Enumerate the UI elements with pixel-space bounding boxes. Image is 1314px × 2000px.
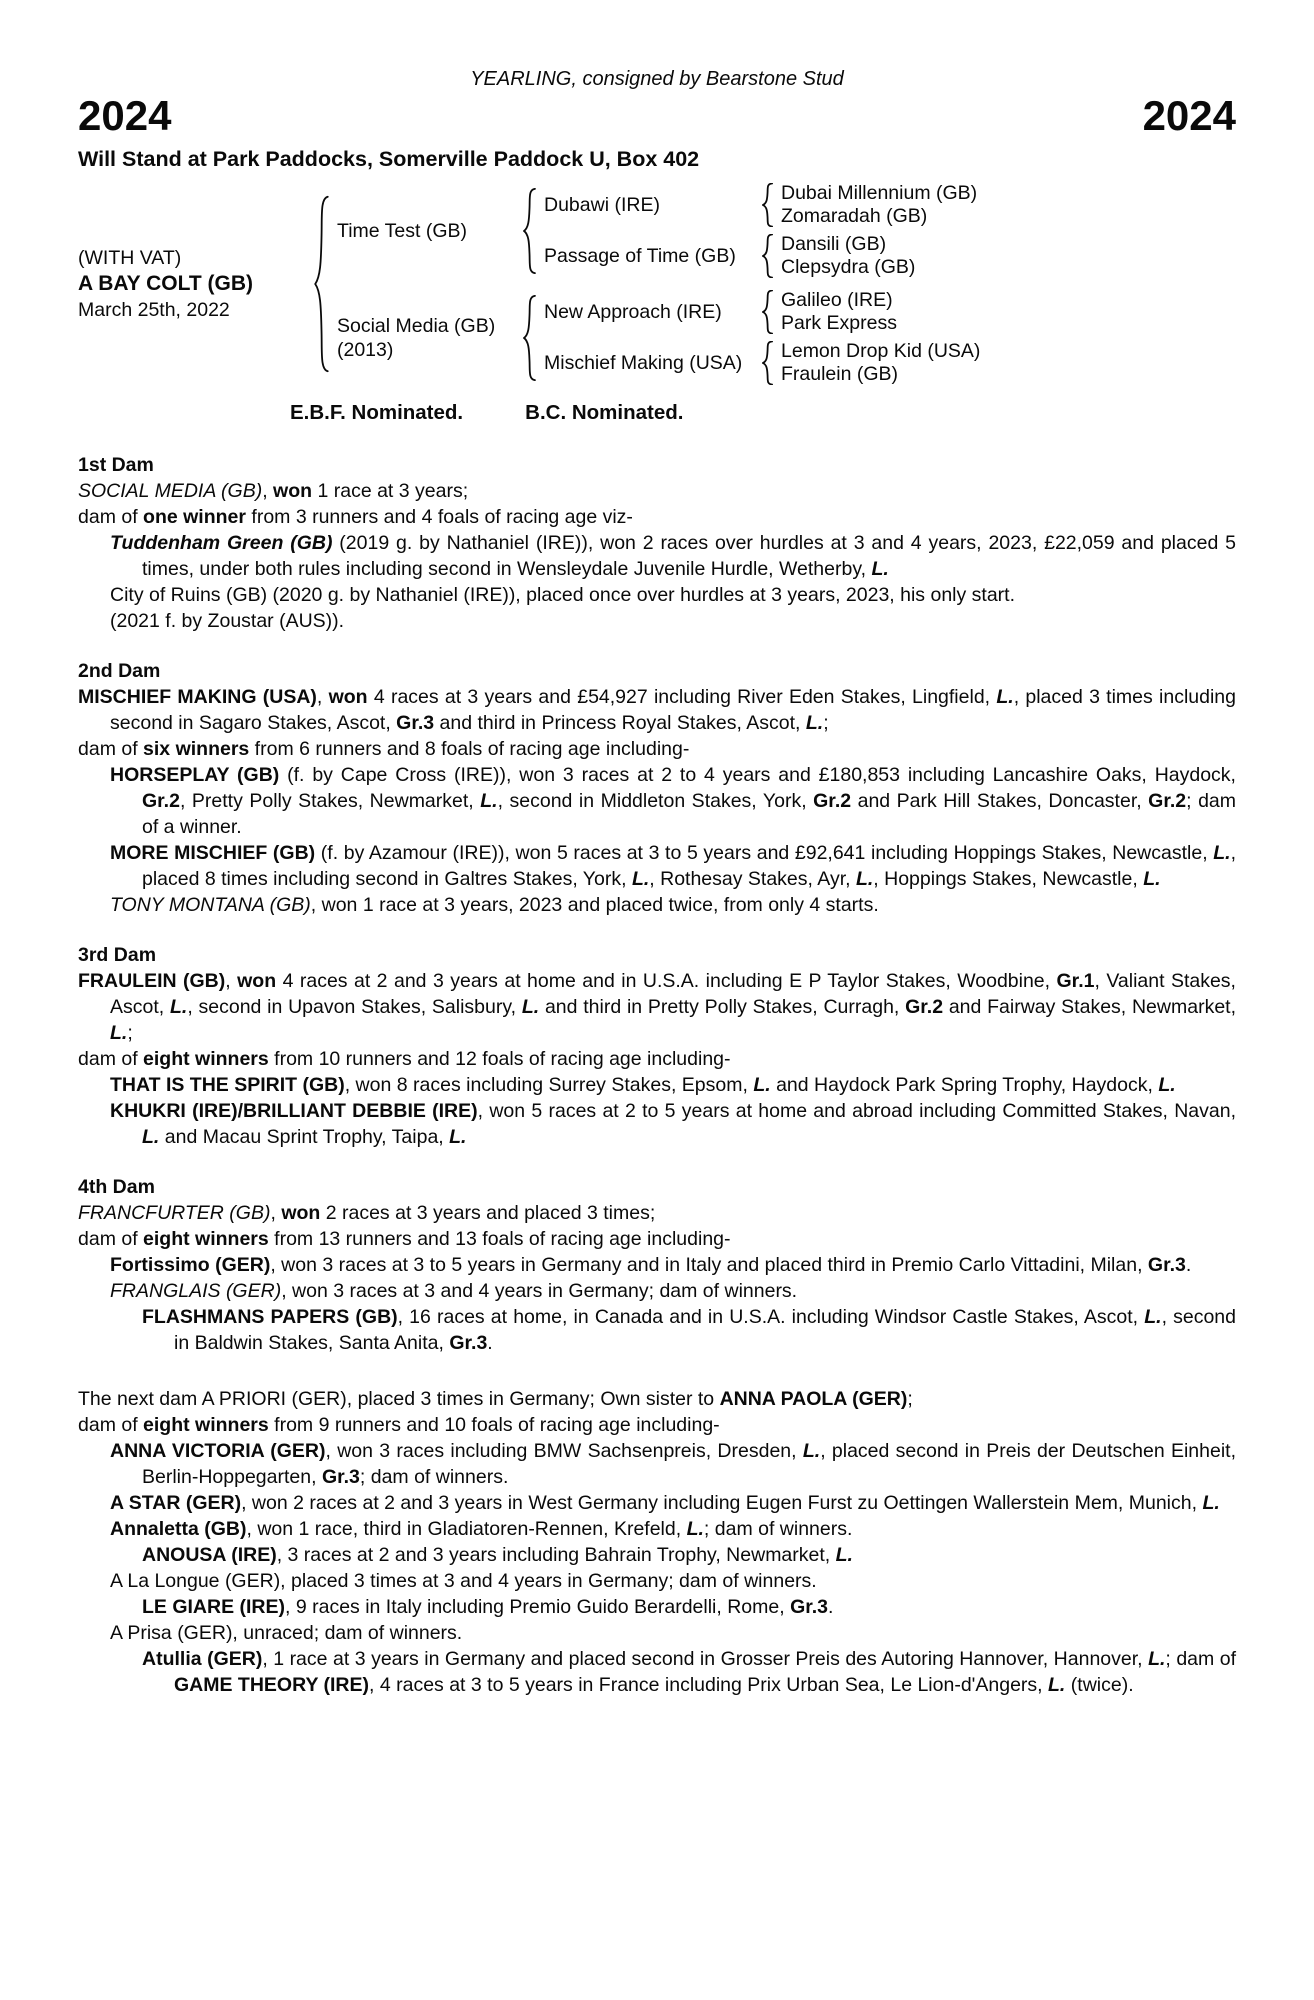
great-grandsire: Galileo (IRE) [781, 289, 893, 311]
pedigree-brace-main [314, 195, 329, 373]
section-4th-dam [78, 1174, 1236, 1356]
dam-name [337, 314, 523, 362]
sire-dam-name: Passage of Time (GB) [544, 244, 736, 267]
dam-name-text: Social Media (GB) [337, 314, 496, 337]
dam-sire-name: New Approach (IRE) [544, 300, 722, 323]
sire-sire-name: Dubawi (IRE) [544, 193, 660, 216]
pedigree-paragraph: ANOUSA (IRE), 3 races at 2 and 3 years including Bahrain Trophy, Newmarket, L. [142, 1544, 853, 1566]
pedigree-paragraph: MISCHIEF MAKING (USA), won 4 races at 3 years and £54,927 including River Eden Stakes, Lingfield, L., placed 3 times including second in Sagaro Stakes, Ascot, Gr.3 and third in Princess Royal Stakes, Ascot, L.; [78, 686, 1236, 734]
bc-nomination: B.C. Nominated. [525, 401, 684, 424]
dam-section-heading: 4th Dam [78, 1176, 155, 1198]
pedigree-paragraph: The next dam A PRIORI (GER), placed 3 times in Germany; Own sister to ANNA PAOLA (GER); [78, 1388, 913, 1410]
pedigree-paragraph: City of Ruins (GB) (2020 g. by Nathaniel (IRE)), placed once over hurdles at 3 years, 2023, his only start. [110, 584, 1016, 606]
foal-date: March 25th, 2022 [78, 299, 230, 321]
section-3rd-dam [78, 942, 1236, 1150]
year-right: 2024 [1142, 92, 1236, 139]
pedigree-paragraph: Tuddenham Green (GB) (2019 g. by Nathaniel (IRE)), won 2 races over hurdles at 3 and 4 years, 2023, £22,059 and placed 5 times, under both rules including second in Wensleydale Juvenile Hurdle, Wetherby, L. [110, 532, 1236, 580]
pedigree-paragraph: KHUKRI (IRE)/BRILLIANT DEBBIE (IRE), won 5 races at 2 to 5 years at home and abroad including Committed Stakes, Navan, L. and Macau Sprint Trophy, Taipa, L. [110, 1100, 1236, 1148]
great-granddam: Zomaradah (GB) [781, 205, 928, 227]
sire-name [337, 219, 523, 243]
pedigree-brace-small [762, 341, 773, 385]
pedigree-paragraph: Annaletta (GB), won 1 race, third in Gladiatoren-Rennen, Krefeld, L.; dam of winners. [110, 1518, 853, 1540]
vat-note: (WITH VAT) [78, 247, 182, 269]
great-grandsire: Dansili (GB) [781, 233, 887, 255]
pedigree-subject [78, 245, 314, 323]
pedigree-paragraph: A Prisa (GER), unraced; dam of winners. [110, 1622, 463, 1644]
pedigree-paragraph: FRANGLAIS (GER), won 3 races at 3 and 4 years in Germany; dam of winners. [110, 1280, 798, 1302]
pedigree-brace-small [762, 183, 773, 227]
pedigree-paragraph: dam of six winners from 6 runners and 8 foals of racing age including- [78, 738, 690, 760]
great-granddam: Clepsydra (GB) [781, 256, 916, 278]
great-granddam: Park Express [781, 312, 897, 334]
stand-location-line: Will Stand at Park Paddocks, Somerville Paddock U, Box 402 [78, 147, 700, 171]
dam-branch [337, 289, 980, 386]
dam-year-text: (2013) [337, 338, 394, 361]
great-grandsire: Lemon Drop Kid (USA) [781, 340, 981, 362]
pedigree-paragraph: LE GIARE (IRE), 9 races in Italy including Premio Guido Berardelli, Rome, Gr.3. [142, 1596, 834, 1618]
ebf-nomination: E.B.F. Nominated. [290, 401, 464, 424]
nominations-line [290, 400, 1236, 426]
dam-sire-branch [544, 289, 980, 335]
dam-dam-branch [544, 340, 980, 386]
sire-sire-branch [544, 182, 977, 228]
pedigree-paragraph: FRAULEIN (GB), won 4 races at 2 and 3 years at home and in U.S.A. including E P Taylor Stakes, Woodbine, Gr.1, Valiant Stakes, Ascot, L., second in Upavon Stakes, Salisbury, L. and third in Pretty Polly Stakes, Curragh, Gr.2 and Fairway Stakes, Newmarket, L.; [78, 970, 1236, 1044]
pedigree-brace-small [762, 234, 773, 278]
pedigree-paragraph: dam of eight winners from 9 runners and 10 foals of racing age including- [78, 1414, 720, 1436]
pedigree-paragraph: HORSEPLAY (GB) (f. by Cape Cross (IRE)), won 3 races at 2 to 4 years and £180,853 including Lancashire Oaks, Haydock, Gr.2, Pretty Polly Stakes, Newmarket, L., second in Middleton Stakes, York, Gr.2 and Park Hill Stakes, Doncaster, Gr.2; dam of a winner. [110, 764, 1236, 838]
pedigree-paragraph: Fortissimo (GER), won 3 races at 3 to 5 years in Germany and in Italy and placed third in Premio Carlo Vittadini, Milan, Gr.3. [110, 1254, 1192, 1276]
dam-section-heading: 2nd Dam [78, 660, 161, 682]
pedigree-paragraph: ANNA VICTORIA (GER), won 3 races including BMW Sachsenpreis, Dresden, L., placed second in Preis der Deutschen Einheit, Berlin-Hoppegarten, Gr.3; dam of winners. [110, 1440, 1236, 1488]
dam-dam-name: Mischief Making (USA) [544, 351, 743, 374]
pedigree-paragraph: SOCIAL MEDIA (GB), won 1 race at 3 years; [78, 480, 469, 502]
pedigree-brace-sire [523, 188, 536, 274]
consignor-line: YEARLING, consigned by Bearstone Stud [470, 68, 844, 90]
pedigree-paragraph: FLASHMANS PAPERS (GB), 16 races at home, in Canada and in U.S.A. including Windsor Castle Stakes, Ascot, L., second in Baldwin Stakes, Santa Anita, Gr.3. [142, 1306, 1236, 1354]
section-1st-dam [78, 452, 1236, 634]
pedigree-chart [78, 182, 1236, 386]
sire-dam-branch [544, 233, 977, 279]
great-granddam: Fraulein (GB) [781, 363, 899, 385]
pedigree-paragraph: A STAR (GER), won 2 races at 2 and 3 years in West Germany including Eugen Furst zu Oettingen Wallerstein Mem, Munich, L. [110, 1492, 1220, 1514]
pedigree-brace-small [762, 290, 773, 334]
pedigree-brace-dam [523, 295, 536, 381]
section-next-dam [78, 1386, 1236, 1698]
pedigree-paragraph: A La Longue (GER), placed 3 times at 3 and 4 years in Germany; dam of winners. [110, 1570, 817, 1592]
year-row [78, 94, 1236, 138]
dam-section-heading: 1st Dam [78, 454, 154, 476]
pedigree-paragraph: MORE MISCHIEF (GB) (f. by Azamour (IRE)), won 5 races at 3 to 5 years and £92,641 including Hoppings Stakes, Newcastle, L., placed 8 times including second in Galtres Stakes, York, L., Rothesay Stakes, Ayr, L., Hoppings Stakes, Newcastle, L. [110, 842, 1236, 890]
pedigree-paragraph: dam of eight winners from 13 runners and 13 foals of racing age including- [78, 1228, 731, 1250]
year-left: 2024 [78, 92, 172, 139]
sire-branch [337, 182, 980, 279]
sire-name-text: Time Test (GB) [337, 219, 468, 242]
pedigree-paragraph: Atullia (GER), 1 race at 3 years in Germany and placed second in Grosser Preis des Autoring Hannover, Hannover, L.; dam of GAME THEORY (IRE), 4 races at 3 to 5 years in France including Prix Urban Sea, Le Lion-d'Angers, L. (twice). [142, 1648, 1237, 1696]
pedigree-paragraph: THAT IS THE SPIRIT (GB), won 8 races including Surrey Stakes, Epsom, L. and Haydock Park Spring Trophy, Haydock, L. [110, 1074, 1176, 1096]
subject-name: A BAY COLT (GB) [78, 272, 254, 295]
dam-section-heading: 3rd Dam [78, 944, 157, 966]
pedigree-paragraph: dam of one winner from 3 runners and 4 foals of racing age viz- [78, 506, 633, 528]
pedigree-paragraph: (2021 f. by Zoustar (AUS)). [110, 610, 345, 632]
pedigree-paragraph: dam of eight winners from 10 runners and 12 foals of racing age including- [78, 1048, 731, 1070]
pedigree-paragraph: TONY MONTANA (GB), won 1 race at 3 years, 2023 and placed twice, from only 4 starts. [110, 894, 879, 916]
pedigree-paragraph: FRANCFURTER (GB), won 2 races at 3 years and placed 3 times; [78, 1202, 656, 1224]
section-2nd-dam [78, 658, 1236, 918]
great-grandsire: Dubai Millennium (GB) [781, 182, 978, 204]
